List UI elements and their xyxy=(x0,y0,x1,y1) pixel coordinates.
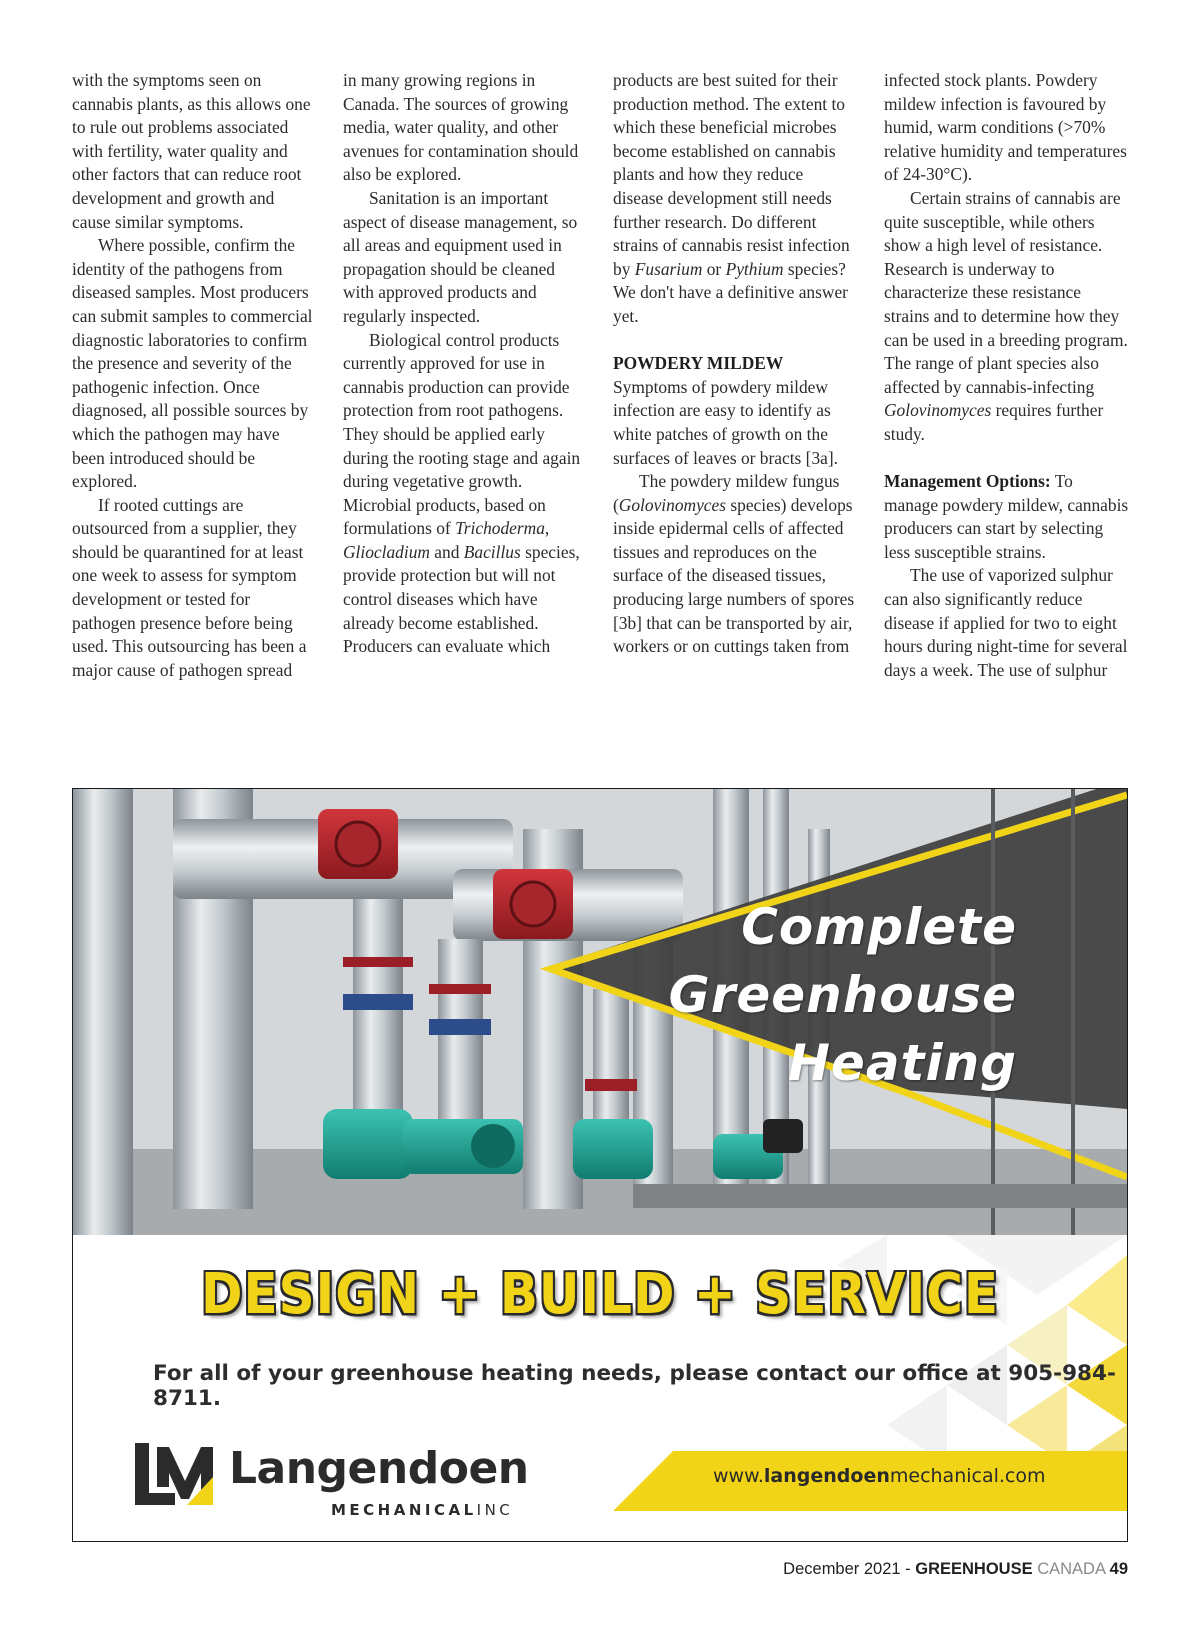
ad-photo-greenhouse-pipes xyxy=(73,789,1127,1235)
species-name: Fusarium xyxy=(634,258,703,279)
article-column-4 xyxy=(884,69,1130,682)
text-run: or xyxy=(702,258,726,279)
species-name: Bacillus xyxy=(463,541,521,562)
article-column-3 xyxy=(613,69,855,659)
advertisement xyxy=(72,788,1128,1542)
species-name: Trichoderma xyxy=(455,518,545,539)
paragraph xyxy=(884,187,1130,447)
text-run: and xyxy=(429,541,464,562)
species-name: Golovinomyces xyxy=(618,494,727,515)
ad-lower-panel xyxy=(73,1235,1127,1541)
paragraph: in many growing regions in Canada. The sources of growing media, water quality, and other avenues for contamination should also be explored. xyxy=(343,70,579,185)
ad-website-link[interactable] xyxy=(713,1465,1046,1487)
magazine-name: GREENHOUSE xyxy=(915,1560,1033,1578)
web-post: mechanical.com xyxy=(889,1465,1046,1487)
text-run: requires further study. xyxy=(884,400,1104,444)
article-column-2 xyxy=(343,69,585,659)
paragraph: If rooted cuttings are outsourced from a supplier, they should be quarantined for at least one week to assess for symptom development or tested for pathogen presence before being used. This outsourcing has been a major cause of pathogen spread xyxy=(72,494,307,680)
web-bold: langendoen xyxy=(763,1465,890,1487)
magazine-name-suffix: CANADA xyxy=(1032,1560,1110,1578)
brand-name: Langendoen xyxy=(229,1443,529,1494)
text-run: species? We don't have a definitive answer yet. xyxy=(613,258,848,326)
paragraph: Where possible, confirm the identity of the pathogens from diseased samples. Most producers can submit samples to commercial diagnostic laboratories to confirm the presence and severity of the pathogenic infection. Once diagnosed, all possible sources by which the pathogen may have been introduced should be explored. xyxy=(72,235,313,492)
brand-sub-rest: INC xyxy=(476,1501,514,1519)
paragraph xyxy=(884,470,1130,564)
page-number: 49 xyxy=(1109,1560,1128,1578)
text-run: , xyxy=(544,518,550,539)
species-name: Golovinomyces xyxy=(884,400,992,421)
brand-subtitle xyxy=(331,1501,513,1519)
text-run: species) develops inside epidermal cells of affected tissues and reproduces on the surface of the diseased tissues, producing large numbers of spores [3b] that can be transported by air, workers or on cuttings taken from xyxy=(613,494,855,657)
ad-slogan: DESIGN + BUILD + SERVICE xyxy=(200,1261,1000,1327)
paragraph: infected stock plants. Powdery mildew infection is favoured by humid, warm conditions (>70% relative humidity and temperatures of 24-30°C). xyxy=(884,70,1127,185)
subheading: Management Options: xyxy=(884,471,1051,492)
paragraph: Sanitation is an important aspect of disease management, so all areas and equipment used in propagation should be cleaned with approved products and regularly inspected. xyxy=(343,187,578,326)
paragraph xyxy=(343,329,585,659)
paragraph: with the symptoms seen on cannabis plants, as this allows one to rule out problems associated with fertility, water quality and other factors that can reduce root development and growth and cause similar symptoms. xyxy=(72,70,311,232)
issue-date: December 2021 - xyxy=(783,1560,916,1578)
brand-sub-bold: MECHANICAL xyxy=(331,1501,477,1519)
paragraph-gap xyxy=(884,447,1130,471)
paragraph xyxy=(613,69,855,329)
text-run: The powdery mildew fungus ( xyxy=(613,471,840,515)
text-run: species, provide protection but will not control diseases which have already become established. Producers can evaluate which xyxy=(343,541,580,657)
headline-line: Complete xyxy=(741,898,1017,956)
lm-monogram-icon xyxy=(135,1443,215,1509)
web-pre: www. xyxy=(713,1465,764,1487)
paragraph-gap xyxy=(613,329,855,353)
headline-line: Heating xyxy=(788,1034,1017,1092)
article-column-1 xyxy=(72,69,314,682)
species-name: Pythium xyxy=(725,258,784,279)
text-run: products are best suited for their production method. The extent to which these beneficial microbes become established on cannabis plants and how they reduce disease development still needs further research. Do different strains of cannabis resist infection by xyxy=(613,70,850,279)
headline-line: Greenhouse xyxy=(668,966,1017,1024)
page-footer xyxy=(783,1560,1128,1579)
text-run: To manage powdery mildew, cannabis producers can start by selecting less susceptible strains. xyxy=(884,471,1129,562)
paragraph: The use of vaporized sulphur can also significantly reduce disease if applied for two to eight hours during night-time for several days a week. The use of sulphur xyxy=(884,565,1128,680)
text-run: Biological control products currently approved for use in cannabis production can provide protection from root pathogens. They should be applied early during the rooting stage and again during vegetative growth. Microbial products, based on formulations of xyxy=(343,329,581,539)
ad-contact-text: For all of your greenhouse heating needs, please contact our office at 905-984-8711. xyxy=(153,1361,1116,1411)
section-heading: POWDERY MILDEW xyxy=(613,353,784,374)
ad-headline xyxy=(669,893,1017,1097)
text-run: Certain strains of cannabis are quite susceptible, while others show a high level of resistance. Research is underway to characterize these resistance strains and to determine how they can be used in a breeding program. The range of plant species also affected by cannabis-infecting xyxy=(884,187,1128,397)
species-name: Gliocladium xyxy=(343,541,430,562)
paragraph: Symptoms of powdery mildew infection are easy to identify as white patches of growth on the surfaces of leaves or bracts [3a]. xyxy=(613,376,838,468)
paragraph xyxy=(613,470,855,659)
